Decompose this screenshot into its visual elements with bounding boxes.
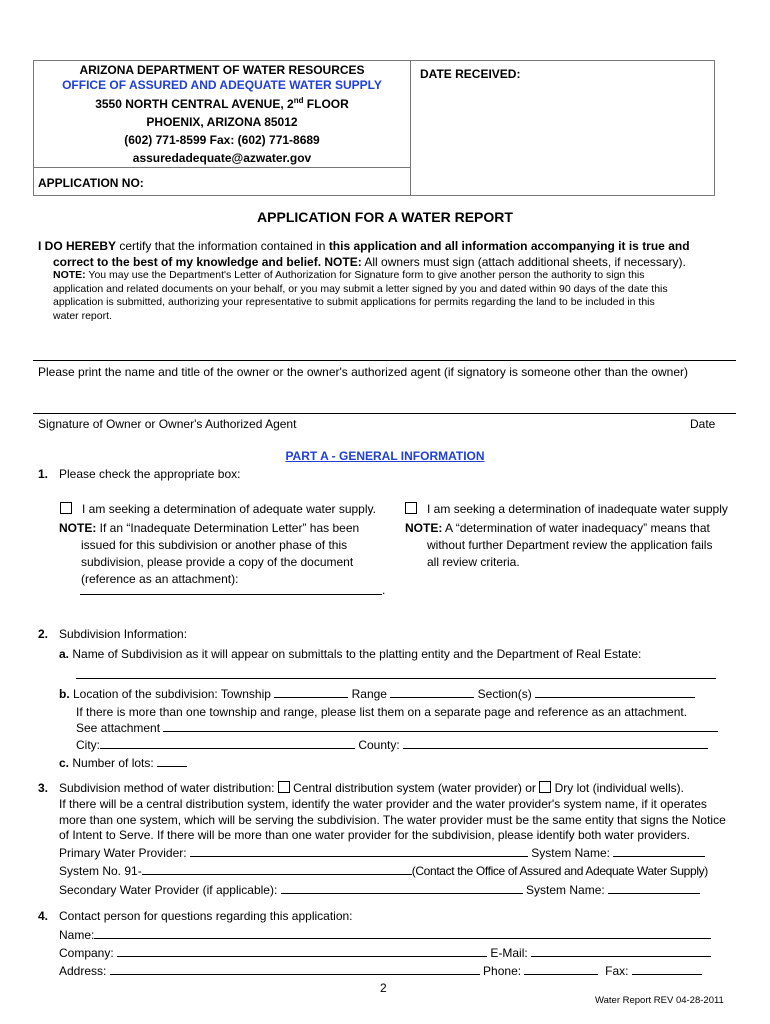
- contact-phone-field[interactable]: [524, 963, 598, 975]
- email: assuredadequate@azwater.gov: [132, 151, 312, 165]
- checkbox-inadequate[interactable]: [405, 502, 417, 514]
- q4-text: Contact person for questions regarding this application:: [59, 909, 353, 923]
- central-label: Central distribution system (water provider) or: [293, 781, 536, 795]
- note-left-line: (reference as an attachment):: [81, 572, 239, 586]
- note-right-label: NOTE:: [405, 521, 443, 535]
- certify-line1: [38, 239, 690, 253]
- office-name: OFFICE OF ASSURED AND ADEQUATE WATER SUPPLY: [62, 78, 382, 92]
- q3-instructions: [59, 797, 726, 844]
- system-no-label: System No. 91-: [59, 864, 142, 878]
- q1-text: Please check the appropriate box:: [59, 467, 241, 481]
- adequate-label: I am seeking a determination of adequate water supply.: [82, 502, 376, 516]
- contact-address-field[interactable]: [110, 963, 480, 975]
- period-mark: .: [382, 583, 386, 597]
- revision-label: Water Report REV 04-28-2011: [595, 995, 724, 1006]
- q2c-label: c.: [59, 756, 70, 770]
- q2a-text: Name of Subdivision as it will appear on submittals to the platting entity and the Department of Real Estate:: [69, 647, 642, 661]
- q3-instruction-line: If there will be a central distribution system, identify the water provider and the water provider's system name, if it operates: [59, 797, 707, 811]
- checkbox-central[interactable]: [278, 781, 290, 793]
- q2c: [59, 755, 187, 770]
- company-field[interactable]: [117, 945, 487, 957]
- secondary-system-name-field[interactable]: [608, 882, 700, 894]
- company-row: [59, 945, 711, 960]
- system-no-field[interactable]: [142, 863, 412, 875]
- signature-line[interactable]: [33, 413, 736, 414]
- q3-text: Subdivision method of water distribution:: [59, 781, 275, 795]
- note-left-line: If an “Inadequate Determination Letter” has been: [96, 521, 360, 535]
- city-label: City:: [76, 738, 100, 752]
- application-no-label: APPLICATION NO:: [38, 176, 144, 190]
- q2b-text: Location of the subdivision: Township: [69, 687, 271, 701]
- sections-field[interactable]: [535, 686, 695, 698]
- inadequate-label: I am seeking a determination of inadequate water supply: [427, 502, 728, 516]
- print-name-label: Please print the name and title of the owner or the owner's authorized agent (if signatory is someone other than the owner): [38, 365, 688, 379]
- inadequate-option[interactable]: [405, 502, 770, 516]
- attachment-reference-line[interactable]: [80, 594, 382, 595]
- secondary-provider-label: Secondary Water Provider (if applicable):: [59, 883, 278, 897]
- note-label: NOTE:: [53, 269, 86, 281]
- header-divider-h: [33, 167, 411, 168]
- see-attachment-row: [76, 720, 718, 735]
- certify-text2: All owners must sign (attach additional sheets, if necessary).: [361, 255, 686, 269]
- note-right-line: without further Department review the application fails: [427, 538, 713, 552]
- note-left-line: issued for this subdivision or another phase of this: [81, 538, 348, 552]
- see-attachment-field[interactable]: [163, 720, 718, 732]
- part-a-heading: PART A - GENERAL INFORMATION: [285, 449, 485, 463]
- address-post: FLOOR: [303, 97, 349, 111]
- page-title: APPLICATION FOR A WATER REPORT: [257, 209, 513, 225]
- q2-number: 2.: [38, 627, 49, 641]
- print-name-line[interactable]: [33, 360, 736, 361]
- dept-name: ARIZONA DEPARTMENT OF WATER RESOURCES: [79, 63, 365, 77]
- q2b: [59, 686, 695, 701]
- q2b-label: b.: [59, 687, 70, 701]
- note-line: application and related documents on your behalf, or you may submit a letter signed by you and dated within 90 days of the date this: [53, 282, 668, 295]
- adequate-option[interactable]: [60, 502, 376, 516]
- q3-method: [59, 781, 684, 795]
- page-number: 2: [380, 981, 387, 995]
- q1-number: 1.: [38, 467, 49, 481]
- secondary-provider-row: [59, 882, 700, 897]
- date-received-label: DATE RECEIVED:: [420, 67, 521, 81]
- township-field[interactable]: [274, 686, 348, 698]
- contact-office-note: (Contact the Office of Assured and Adequate Water Supply): [411, 864, 708, 878]
- sections-label: Section(s): [477, 687, 532, 701]
- city-county-row: [76, 737, 708, 752]
- q3-number: 3.: [38, 781, 49, 795]
- certify-bold3: correct to the best of my knowledge and belief. NOTE:: [53, 255, 362, 269]
- address-sup: nd: [293, 96, 304, 105]
- city-field[interactable]: [100, 737, 355, 749]
- contact-name-label: Name:: [59, 928, 95, 942]
- primary-provider-field[interactable]: [190, 845, 528, 857]
- contact-address-label: Address:: [59, 964, 107, 978]
- multi-township-note: If there is more than one township and range, please list them on a separate page and reference as an attachment.: [76, 705, 688, 719]
- contact-name-field[interactable]: [94, 927, 711, 939]
- primary-provider-row: [59, 845, 705, 860]
- contact-email-field[interactable]: [531, 945, 711, 957]
- secondary-provider-field[interactable]: [281, 882, 523, 894]
- contact-fax-field[interactable]: [632, 963, 702, 975]
- date-label: Date: [690, 417, 716, 431]
- certify-line2: [53, 255, 686, 269]
- checkbox-adequate[interactable]: [60, 502, 72, 514]
- q3-instruction-line: of Intent to Serve. If there will be more than one water provider for the subdivision, please identify both water providers.: [59, 828, 691, 842]
- note-right-line: A “determination of water inadequacy” means that: [442, 521, 710, 535]
- address-row: [59, 963, 702, 978]
- q2-text: Subdivision Information:: [59, 627, 188, 641]
- system-name-field[interactable]: [613, 845, 705, 857]
- checkbox-dry-lot[interactable]: [539, 781, 551, 793]
- city-state: PHOENIX, ARIZONA 85012: [146, 115, 298, 129]
- signature-label: Signature of Owner or Owner's Authorized Agent: [38, 417, 297, 431]
- certify-bold1: I DO HEREBY: [38, 239, 117, 253]
- q4-number: 4.: [38, 909, 49, 923]
- note-line: application is submitted, authorizing your representative to submit applications for permits regarding the land to be included in this: [53, 296, 655, 308]
- q2a-label: a.: [59, 647, 70, 661]
- lots-field[interactable]: [157, 755, 187, 767]
- range-field[interactable]: [390, 686, 474, 698]
- secondary-system-name-label: System Name:: [526, 883, 605, 897]
- see-attachment-label: See attachment: [76, 721, 161, 735]
- contact-name-row: [59, 927, 711, 942]
- system-name-label: System Name:: [531, 846, 610, 860]
- phone-fax: (602) 771-8599 Fax: (602) 771-8689: [124, 133, 320, 147]
- county-label: County:: [358, 738, 400, 752]
- certify-note: [53, 269, 668, 323]
- address: [33, 96, 411, 111]
- q2a: [59, 647, 641, 661]
- note-right-line: all review criteria.: [427, 555, 520, 569]
- address-pre: 3550 NORTH CENTRAL AVENUE, 2: [95, 97, 294, 111]
- system-no-row: [59, 863, 708, 878]
- county-field[interactable]: [403, 737, 708, 749]
- note-left-label: NOTE:: [59, 521, 97, 535]
- lots-label: Number of lots:: [69, 756, 154, 770]
- company-label: Company:: [59, 946, 114, 960]
- primary-provider-label: Primary Water Provider:: [59, 846, 187, 860]
- contact-email-label: E-Mail:: [490, 946, 528, 960]
- subdivision-name-line[interactable]: [76, 678, 716, 679]
- contact-phone-label: Phone:: [483, 964, 522, 978]
- q3-instruction-line: more than one system, which will be serving the subdivision. The water provider must be the same entity that signs the Notice: [59, 812, 726, 827]
- dry-lot-label: Dry lot (individual wells).: [554, 781, 684, 795]
- certify-bold2: this application and all information accompanying it is true and: [328, 239, 690, 253]
- contact-fax-label: Fax:: [605, 964, 629, 978]
- certify-text1: certify that the information contained in: [116, 239, 329, 253]
- note-left: [59, 520, 359, 588]
- range-label: Range: [351, 687, 387, 701]
- note-line: water report.: [53, 309, 112, 322]
- note-left-line: subdivision, please provide a copy of the document: [81, 555, 354, 569]
- note-line: You may use the Department's Letter of Authorization for Signature form to give another person the authority to sign this: [85, 269, 645, 281]
- note-right: [405, 520, 712, 571]
